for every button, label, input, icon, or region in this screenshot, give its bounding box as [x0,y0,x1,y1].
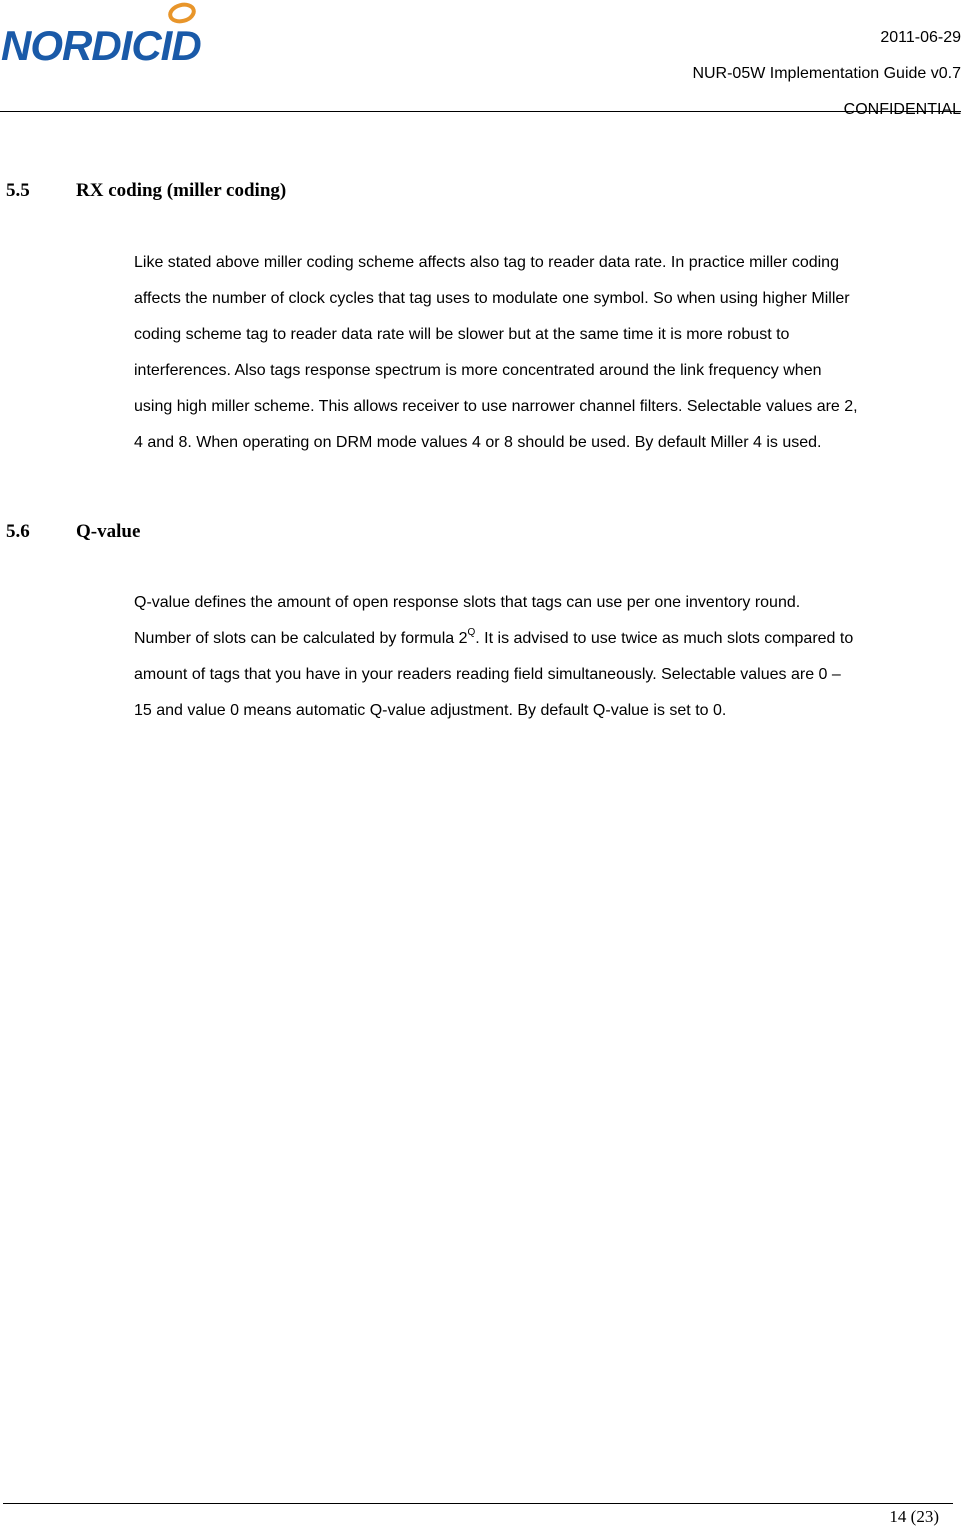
body-line: 4 and 8. When operating on DRM mode values 4 or 8 should be used. By default Miller 4 is used. [134,434,822,451]
page-number: 14 (23) [889,1507,939,1526]
logo-orange-swoosh [168,2,195,24]
section-heading-5-5 [6,180,286,202]
header-classification: CONFIDENTIAL [843,101,961,118]
section-number: 5.6 [6,521,30,542]
body-line: using high miller scheme. This allows receiver to use narrower channel filters. Selectable values are 2, [134,398,858,415]
nordicid-logo [0,0,228,66]
body-text-continued: . It is advised to use twice as much slots compared to [475,630,854,647]
body-line: amount of tags that you have in your readers reading field simultaneously. Selectable values are 0 – [134,666,841,683]
header-doc-title: NUR-05W Implementation Guide v0.7 [692,65,961,82]
footer-divider [3,1503,953,1504]
body-line [134,621,950,657]
logo-wordmark: NORDICID [1,22,201,66]
section-title: Q-value [76,521,141,542]
section-title: RX coding (miller coding) [76,180,287,201]
formula-superscript: Q [467,626,476,638]
body-line: Like stated above miller coding scheme affects also tag to reader data rate. In practice miller coding [134,254,839,271]
section-body-5-5 [134,245,950,461]
section-number: 5.5 [6,180,30,201]
body-line: interferences. Also tags response spectrum is more concentrated around the link frequency when [134,362,822,379]
header-date: 2011-06-29 [880,29,961,46]
body-line: coding scheme tag to reader data rate will be slower but at the same time it is more robust to [134,326,790,343]
body-line: affects the number of clock cycles that tag uses to modulate one symbol. So when using higher Miller [134,290,850,307]
header-divider [0,111,961,112]
formula-text: Number of slots can be calculated by formula 2 [134,630,468,647]
body-line: 15 and value 0 means automatic Q-value adjustment. By default Q-value is set to 0. [134,702,727,719]
section-heading-5-6 [6,521,140,543]
section-body-5-6 [134,585,950,729]
body-line: Q-value defines the amount of open response slots that tags can use per one inventory round. [134,594,801,611]
